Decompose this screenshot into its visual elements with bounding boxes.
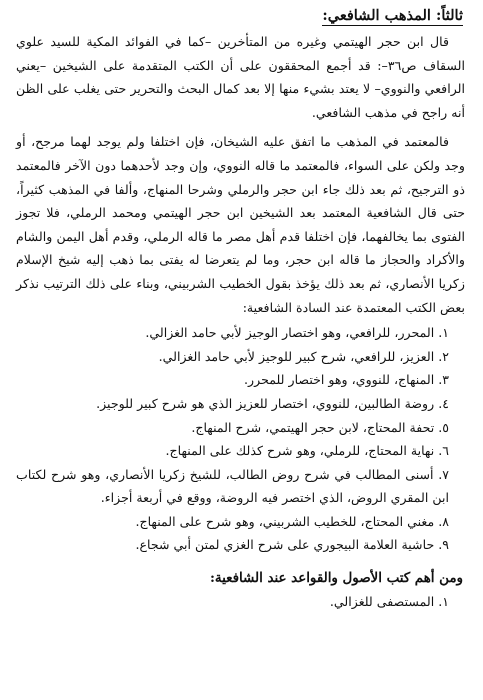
section-heading: ثالثاً: المذهب الشافعي: — [322, 7, 463, 24]
book-item: ٤. روضة الطالبين، للنووي، اختصار للعزيز الذي هو شرح كبير للوجيز. — [96, 395, 449, 411]
usul-book-item: ١. المستصفى للغزالي. — [329, 594, 449, 610]
book-item: ٢. العزيز، للرافعي، شرح كبير للوجيز لأبي حامد الغزالي. — [158, 348, 449, 364]
book-item: ٦. نهاية المحتاج، للرملي، وهو شرح كذلك على المنهاج. — [165, 443, 449, 459]
book-item: ٣. المنهاج، للنووي، وهو اختصار للمحرر. — [244, 372, 449, 388]
book-item: ٥. تحفة المحتاج، لابن حجر الهيتمي، شرح المنهاج. — [191, 419, 449, 435]
usul-books-list — [16, 591, 465, 613]
book-item: ٨. مغني المحتاج، للخطيب الشربيني، وهو شرح على المنهاج. — [135, 513, 449, 529]
book-item: ٩. حاشية العلامة البيجوري على شرح الغزي لمتن أبي شجاع. — [135, 537, 449, 553]
books-list — [16, 321, 465, 557]
intro-paragraph: قال ابن حجر الهيتمي وغيره من المتأخرين –كما في الفوائد المكية للسيد علوي السقاف ص٣٦–: قد أجمع المحققون على أن الكتب المتقدمة على الشيخين –يعني الرافعي والنووي– لا يعتد بشيء منها إلا بعد كمال البحث والتحرير حتى يغلب على الظن أنه راجح في مذهب الشافعي. — [16, 34, 465, 120]
book-item: ٧. أسنى المطالب في شرح روض الطالب، للشيخ زكريا الأنصاري، وهو شرح لكتاب ابن المقري الروض، الذي اختصر فيه الروضة، ووقع في أربعة أجزاء. — [16, 466, 449, 506]
book-item: ١. المحرر، للرافعي، وهو اختصار الوجيز لأبي حامد الغزالي. — [145, 325, 449, 341]
usul-subheading: ومن أهم كتب الأصول والقواعد عند الشافعية: — [209, 570, 463, 587]
rules-paragraph: فالمعتمد في المذهب ما اتفق عليه الشيخان، فإن اختلفا ولم يوجد لهما مرجح، أو وجد ولكن على السواء، فالمعتمد ما قاله النووي، وإن وجد لأحدهما دون الآخر فالمعتمد ذو الترجيح، ثم بعد ذلك جاء ابن حجر والرملي وشرحا المنهاج، وألفا في المذهب كثيراً، حتى قال الشافعية المعتمد بعد الشيخين ابن حجر الهيتمي ومحمد الرملي، فلا تجوز الفتوى بما يخالفهما، فإن اختلفا قدم أهل مصر ما قاله الرملي، وقدم أهل اليمن والشام والأكراد والحجاز ما قاله ابن حجر، وما لم يتعرضا له يفتى بما ذهب إليه شيخ الإسلام زكريا الأنصاري، ثم بعد ذلك يؤخذ بقول الخطيب الشربيني، وبناء على ذلك الترتيب نذكر بعض الكتب المعتمدة عند السادة الشافعية: — [16, 134, 465, 315]
